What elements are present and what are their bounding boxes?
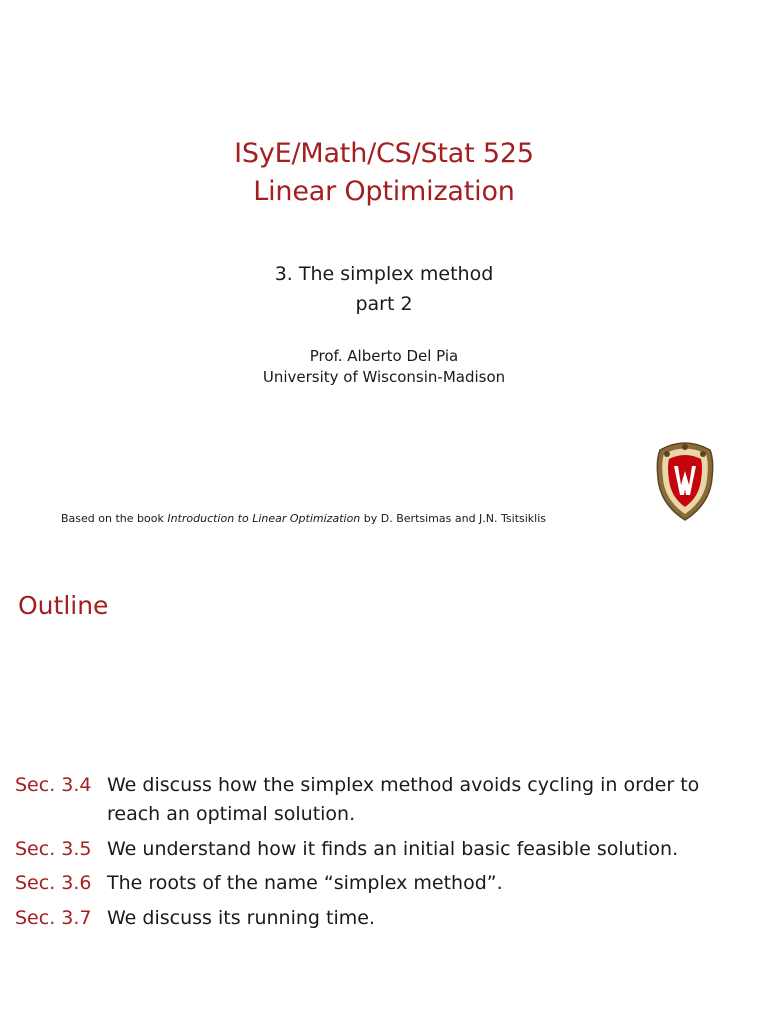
section-label: Sec. 3.5 <box>15 838 92 860</box>
section-description: We discuss how the simplex method avoids cycling in order to reach an optimal solution. <box>107 774 700 825</box>
course-subtitle: Linear Optimization <box>253 176 515 207</box>
book-reference <box>61 511 546 527</box>
course-title: ISyE/Math/CS/Stat 525 <box>234 138 534 169</box>
lecture-title: 3. The simplex method <box>274 263 494 285</box>
outline-slide <box>0 560 768 1024</box>
author-name: Prof. Alberto Del Pia <box>309 347 459 365</box>
book-reference-prefix: Based on the book <box>61 512 168 525</box>
section-label: Sec. 3.6 <box>15 872 92 894</box>
uw-crest-icon <box>652 440 718 522</box>
section-description: We understand how it finds an initial basic feasible solution. <box>107 838 679 860</box>
author-institution: University of Wisconsin-Madison <box>262 368 506 386</box>
section-description: The roots of the name “simplex method”. <box>107 872 503 894</box>
book-title: Introduction to Linear Optimization <box>167 512 361 525</box>
book-reference-suffix: by D. Bertsimas and J.N. Tsitsiklis <box>360 512 547 525</box>
section-label: Sec. 3.4 <box>15 774 92 796</box>
section-description: We discuss its running time. <box>107 907 375 929</box>
section-label: Sec. 3.7 <box>15 907 92 929</box>
lecture-part: part 2 <box>355 293 413 315</box>
outline-title: Outline <box>18 591 109 620</box>
